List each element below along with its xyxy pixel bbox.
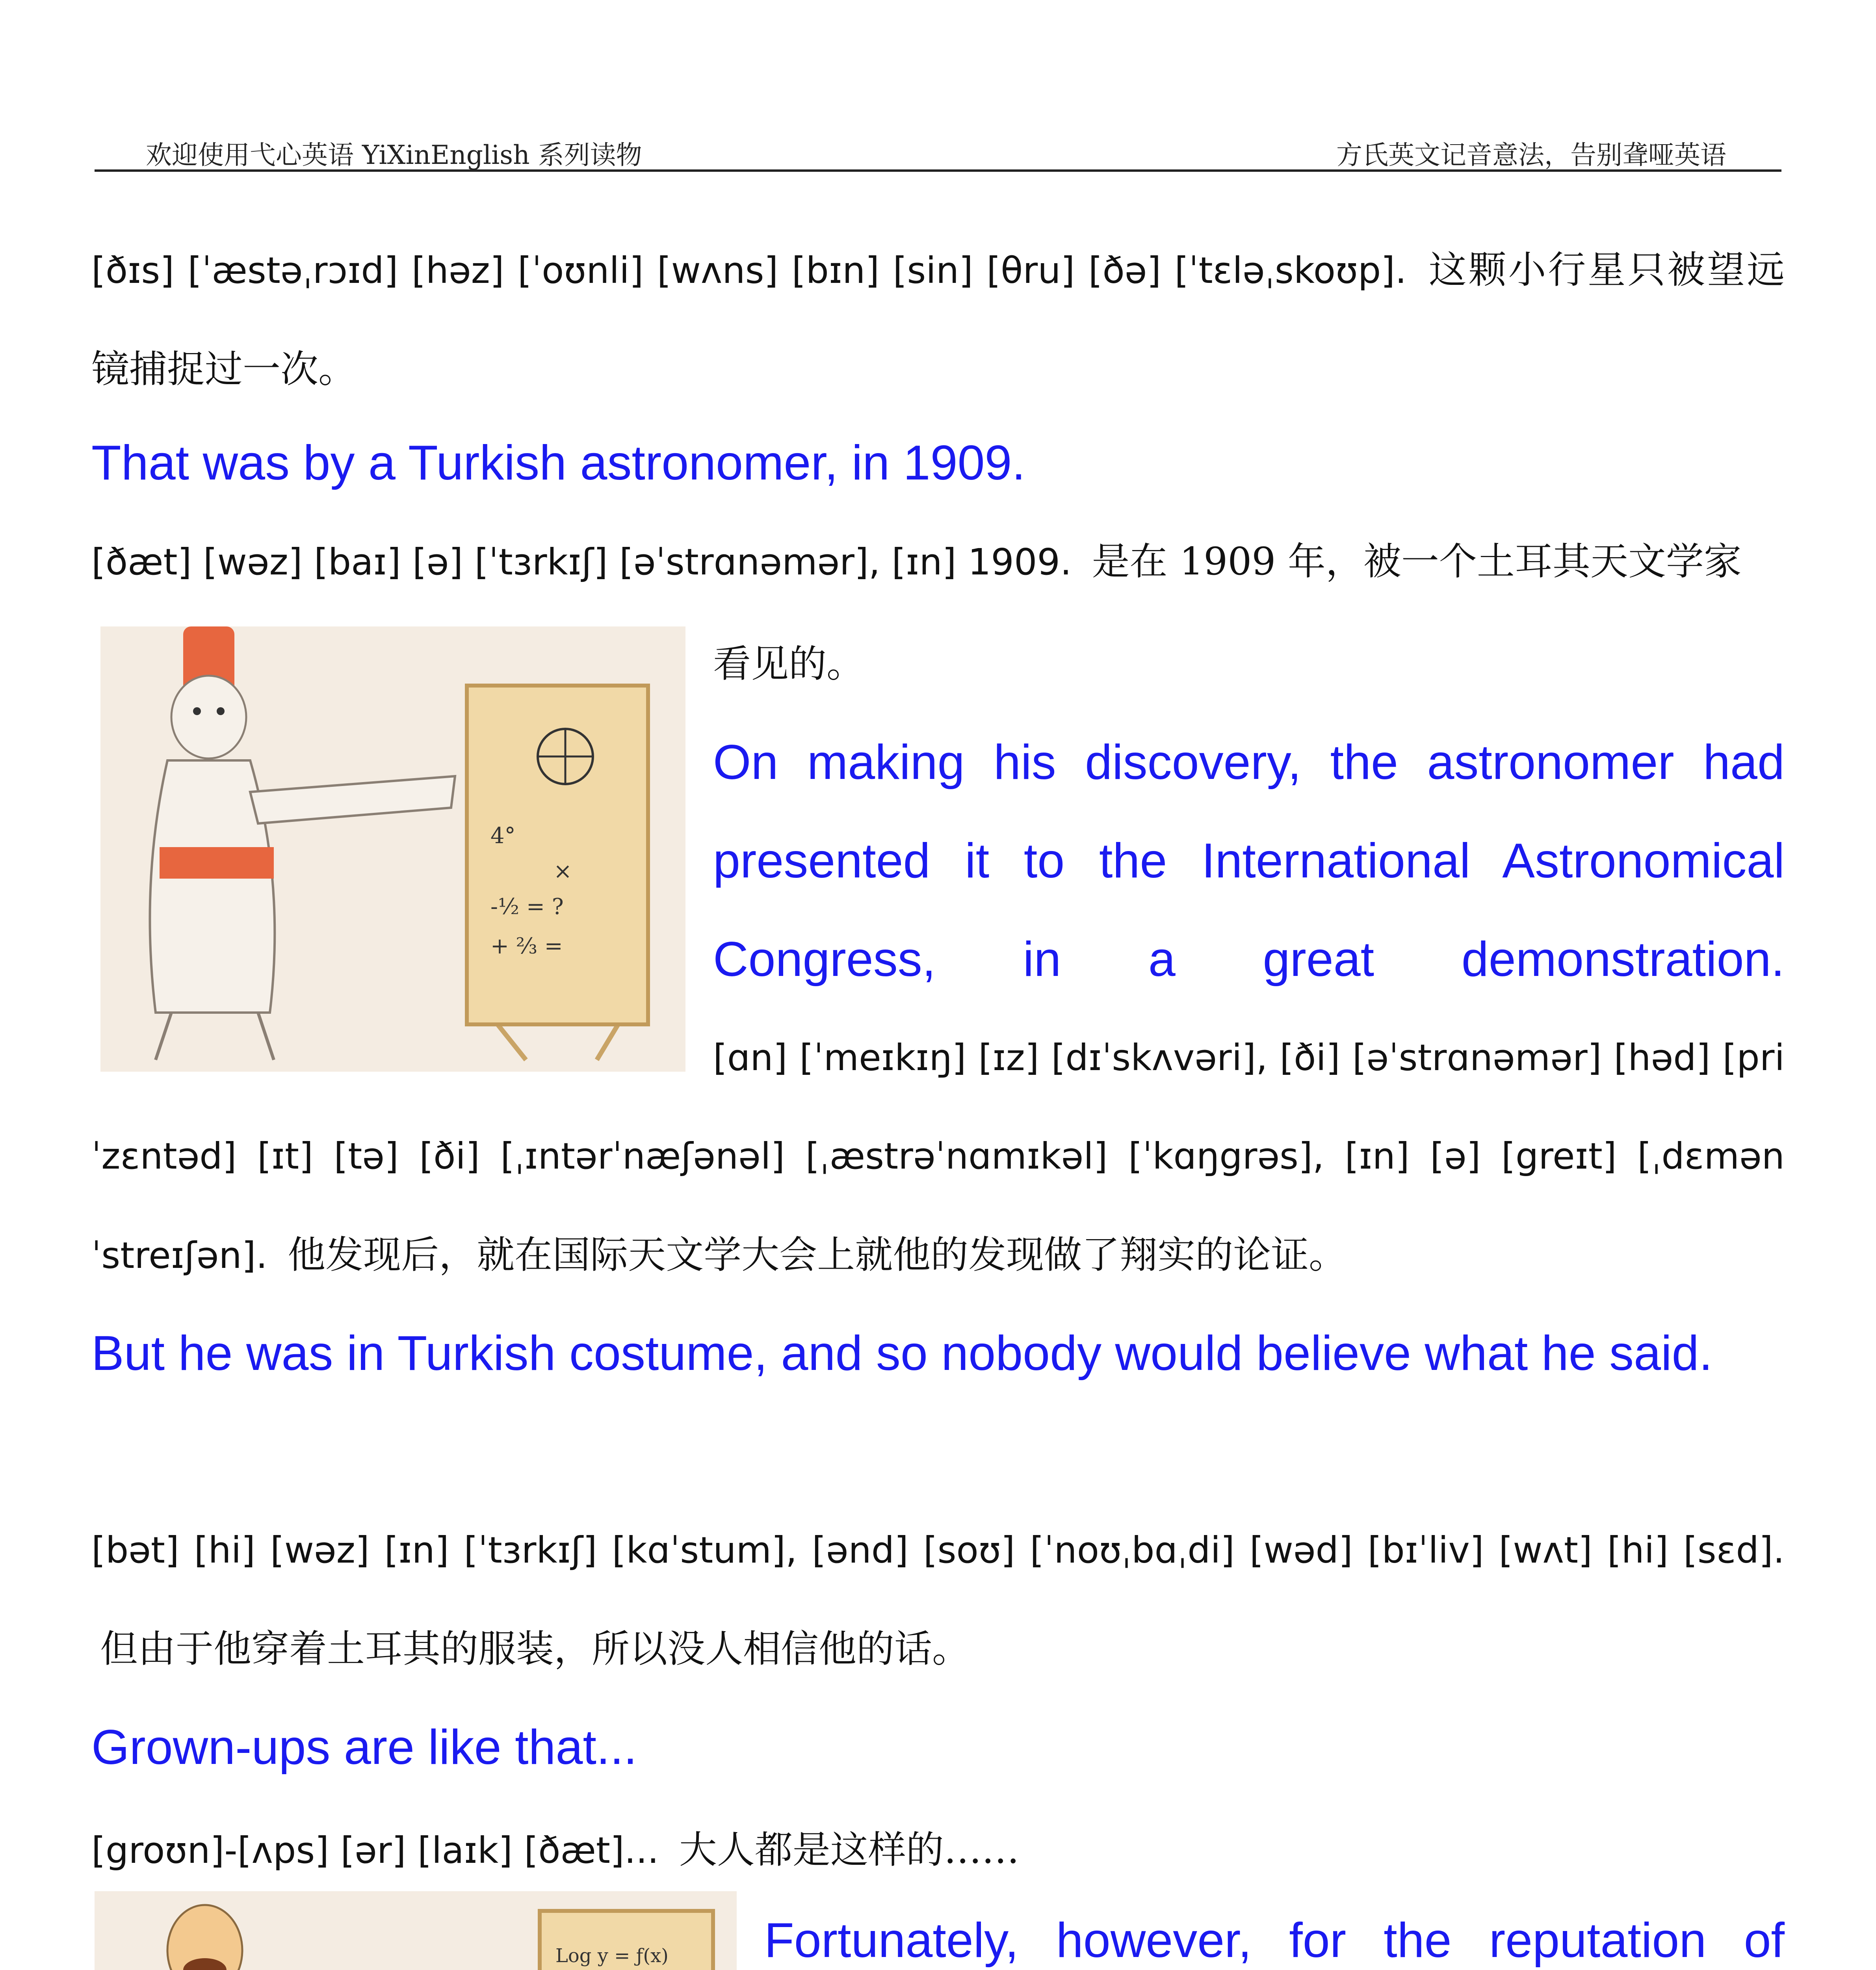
page-header — [95, 130, 1781, 172]
english-sentence-1: That was by a Turkish astronomer, in 1909. — [91, 436, 1025, 490]
ipa-text: [ðɪs] [ˈæstəˌrɔɪd] [həz] [ˈoʊnli] [wʌns] [bɪn] [sin] [θru] [ðə] [ˈtɛləˌskoʊp]. — [91, 249, 1407, 292]
ipa-text: [ðæt] [wəz] [baɪ] [ə] [ˈtɜrkɪʃ] [əˈstrɑnəmər], [ɪn] 1909. — [91, 541, 1072, 583]
ipa-text: [bət] [hi] [wəz] [ɪn] [ˈtɜrkɪʃ] [kɑˈstum], [ənd] [soʊ] [ˈnoʊˌbɑˌdi] [wəd] [bɪˈliv] [wʌt] [hi] [sɛd]. — [91, 1529, 1785, 1571]
english-sentence-5: Fortunately, however, for the reputation of — [764, 1913, 1785, 1968]
ipa-line-3 — [91, 1501, 1785, 1699]
wrapped-block-5 — [764, 1891, 1785, 1970]
illustration-european-astronomer — [95, 1891, 737, 1970]
chinese-translation: 他发现后，就在国际天文学大会上就他的发现做了翔实的论证。 — [288, 1233, 1347, 1277]
header-right-title: 方氏英文记音意法，告别聋哑英语 — [1336, 140, 1726, 170]
chinese-translation: 是在 1909 年，被一个土耳其天文学家 — [1092, 539, 1742, 584]
turkish-astronomer-drawing — [100, 626, 685, 1072]
board-formula-3: -½ = ? — [490, 894, 564, 920]
board-formula-4: + ⅔ = — [490, 933, 563, 959]
board-formula-1: 4° — [490, 823, 516, 849]
chinese-translation-continued: 看见的。 — [713, 642, 864, 686]
ipa-line-1 — [91, 512, 1785, 611]
ipa-line-4 — [91, 1801, 1785, 1900]
english-sentence-4: Grown-ups are like that... — [91, 1720, 637, 1775]
chinese-translation: 大人都是这样的…… — [679, 1828, 1020, 1872]
english-sentence-2: On making his discovery, the astronomer had presented it to the International Astronomical Congress, in a great demonstration. — [713, 735, 1785, 987]
easel-board — [467, 686, 648, 1060]
chinese-translation: 但由于他穿着土耳其的服装，所以没人相信他的话。 — [100, 1627, 970, 1671]
easel-board-2 — [540, 1911, 713, 1970]
ipa-text: [ɑn] [ˈmeɪkɪŋ] [ɪz] [dɪˈskʌvəri], [ði] [əˈstrɑnəmər] [həd] [priˈzɛntəd] [ɪt] [tə] [ði] [ˌɪntərˈnæʃənəl] [ˌæstrəˈnɑmɪkəl] [ˈkɑŋgrəs], [ɪn] [ə] [greɪt] [ˌdɛmənˈstreɪʃən]. — [91, 1037, 1785, 1277]
ipa-text: [groʊn]-[ʌps] [ər] [laɪk] [ðæt]... — [91, 1829, 659, 1872]
european-astronomer-drawing — [95, 1891, 737, 1970]
chinese-translation: 这颗小行星只被望远镜捕捉过一次。 — [91, 248, 1785, 391]
ipa-line-2 — [91, 1009, 1785, 1305]
header-left-title: 欢迎使用弋心英语 YiXinEnglish 系列读物 — [146, 140, 642, 170]
ipa-line-0 — [91, 221, 1785, 419]
board2-formula-1: Log y = ƒ(x) — [555, 1945, 669, 1967]
board-formula-2: × — [554, 859, 572, 884]
english-sentence-3: But he was in Turkish costume, and so nobody would believe what he said. — [91, 1326, 1713, 1381]
wrapped-block-2 — [713, 615, 1785, 1009]
illustration-turkish-astronomer — [100, 626, 685, 1072]
